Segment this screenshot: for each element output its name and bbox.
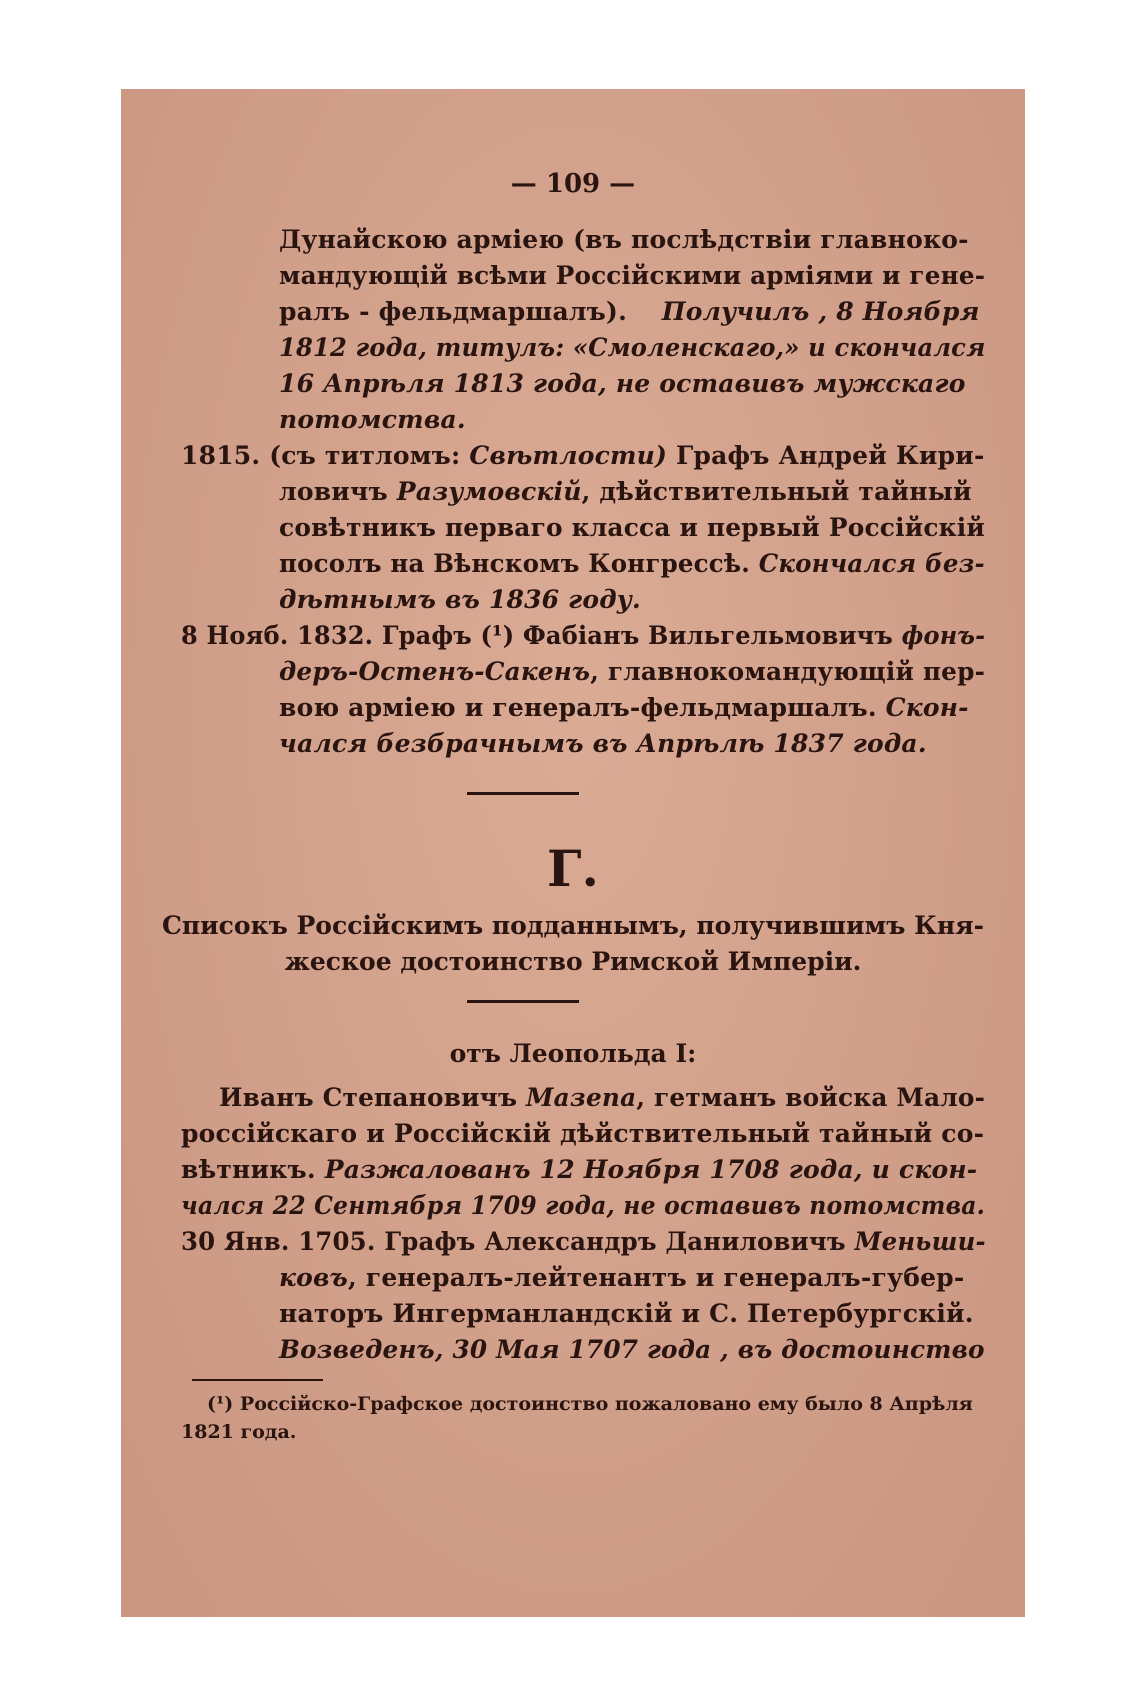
- entry-2-surname: Разумовскій: [396, 477, 582, 506]
- entry-2-line-2: [279, 477, 972, 506]
- entry-1-line-3-italic: Получилъ , 8 Ноября: [661, 297, 980, 326]
- section-heading-line-1: Списокъ Россійскимъ подданнымъ, получившимъ Кня-: [161, 911, 985, 940]
- entry-4-line-1: [219, 1083, 985, 1112]
- entry-4-line-4: чался 22 Сентября 1709 года, не оставивъ потомства.: [181, 1191, 986, 1220]
- entry-2-embassy: посолъ на Вѣнскомъ Конгрессѣ.: [279, 549, 750, 578]
- entry-1-line-1: Дунайскою арміею (въ послѣдствіи главноко-: [279, 225, 969, 254]
- section-subheading: отъ Леопольда I:: [449, 1039, 697, 1068]
- entry-3-line-4: чался безбрачнымъ въ Апрѣлѣ 1837 года.: [279, 729, 927, 758]
- footnote-line-2: 1821 года.: [181, 1421, 297, 1443]
- entry-2-line-4: [279, 549, 985, 578]
- page-number: — 109 —: [510, 169, 636, 199]
- footnote-rule: [192, 1379, 323, 1381]
- entry-5-line-4: Возведенъ, 30 Мая 1707 года , въ достоинство: [279, 1335, 985, 1364]
- section-divider-bottom: [467, 1000, 579, 1003]
- entry-4-rank-end: вѣтникъ.: [181, 1155, 316, 1184]
- entry-5-name: Графъ Александръ Даниловичъ: [384, 1227, 846, 1256]
- entry-5-surname-start: Меньши-: [854, 1227, 986, 1256]
- entry-2-line-1: [181, 441, 985, 470]
- entry-4-disgrace: Разжалованъ 12 Ноября 1708 года, и скон-: [324, 1155, 978, 1184]
- entry-1-line-2: мандующій всѣми Россійскими арміями и гене-: [279, 261, 986, 290]
- entry-5-line-3: наторъ Ингерманландскій и С. Петербургскій.: [279, 1299, 974, 1328]
- entry-2-name: Графъ Андрей Кири-: [675, 441, 985, 470]
- footnote-line-1: (¹) Россійско-Графское достоинство пожаловано ему было 8 Апрѣля: [207, 1393, 973, 1415]
- entry-5-rank: , генералъ-лейтенантъ и генералъ-губер-: [348, 1263, 965, 1292]
- section-divider-top: [467, 792, 579, 795]
- entry-3-rank-2: вою арміею и генералъ-фельдмаршалъ.: [279, 693, 877, 722]
- entry-3-rank: , главнокомандующій пер-: [590, 657, 986, 686]
- entry-5-line-2: [279, 1263, 964, 1292]
- entry-1-line-3-start: ралъ - фельдмаршалъ).: [279, 297, 627, 326]
- entry-3-surname-end: деръ-Остенъ-Сакенъ: [279, 657, 591, 686]
- entry-2-title-italic: Свѣтлости): [469, 441, 668, 470]
- entry-5-surname-end: ковъ: [279, 1263, 348, 1292]
- entry-4-rank: , гетманъ войска Мало-: [636, 1083, 986, 1112]
- entry-1-line-5: 16 Апрѣля 1813 года, не оставивъ мужскаго: [279, 369, 966, 398]
- entry-3-date: 8 Нояб. 1832.: [181, 621, 374, 650]
- entry-5-date: 30 Янв. 1705.: [181, 1227, 376, 1256]
- entry-2-patronymic: ловичъ: [279, 477, 388, 506]
- entry-3-line-1: [181, 621, 985, 650]
- entry-2-line-5: дѣтнымъ въ 1836 году.: [279, 585, 641, 614]
- entry-4-name: Иванъ Степановичъ: [219, 1083, 518, 1112]
- entry-4-line-2: россійскаго и Россійскій дѣйствительный тайный со-: [181, 1119, 985, 1148]
- entry-2-line-3: совѣтникъ перваго класса и первый Россійскій: [279, 513, 986, 542]
- entry-3-name: Графъ (¹) Фабіанъ Вильгельмовичъ: [381, 621, 894, 650]
- entry-2-year: 1815.: [181, 441, 261, 470]
- entry-2-death-start: Скончался без-: [758, 549, 985, 578]
- entry-4-surname: Мазепа: [526, 1083, 637, 1112]
- entry-3-death-start: Скон-: [885, 693, 969, 722]
- entry-2-title-prefix: (съ титломъ:: [269, 441, 461, 470]
- section-heading-line-2: жеское достоинство Римской Имперіи.: [284, 947, 862, 976]
- entry-5-line-1: [181, 1227, 986, 1256]
- entry-1-line-6: потомства.: [279, 405, 466, 434]
- entry-1-line-3: [279, 297, 980, 326]
- entry-3-surname-start: фонъ-: [901, 621, 986, 650]
- scanned-page: [121, 89, 1025, 1617]
- entry-3-line-2: [279, 657, 985, 686]
- section-letter: Г.: [547, 839, 599, 898]
- entry-3-line-3: [279, 693, 969, 722]
- entry-2-rank: , дѣйствительный тайный: [581, 477, 972, 506]
- entry-4-line-3: [181, 1155, 977, 1184]
- entry-1-line-4: 1812 года, титулъ: «Смоленскаго,» и скончался: [279, 333, 986, 362]
